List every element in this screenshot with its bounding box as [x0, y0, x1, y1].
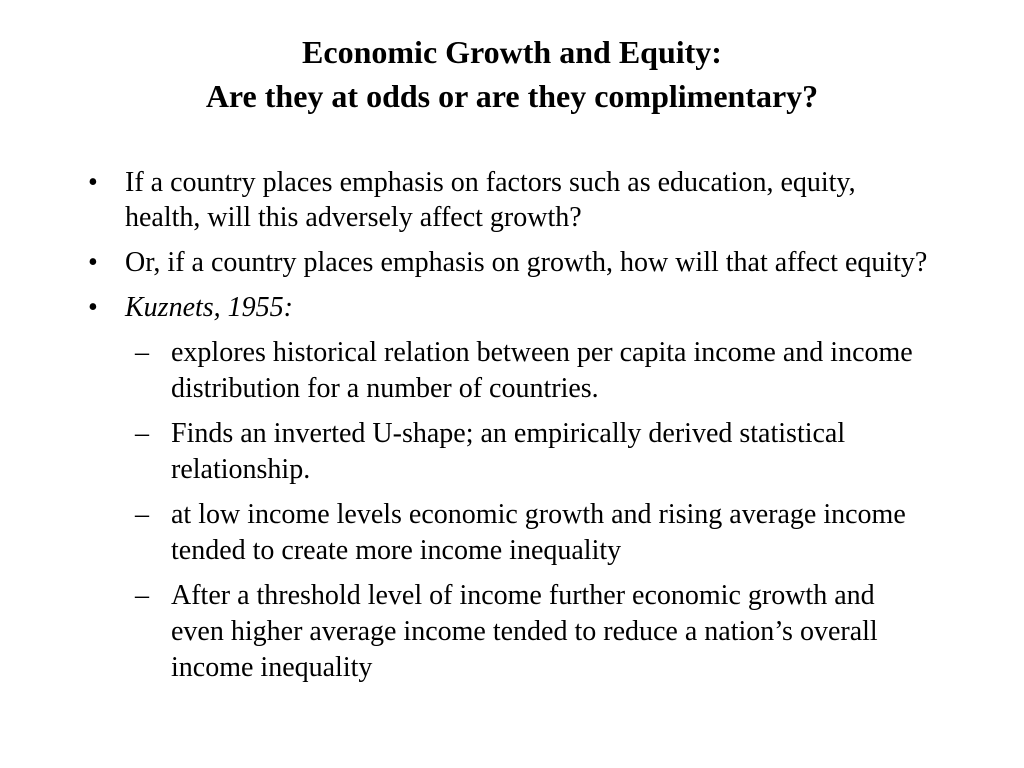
- bullet-item: [0, 245, 1024, 280]
- bullet-item: [0, 290, 1024, 686]
- bullet-text: Or, if a country places emphasis on growth, how will that affect equity?: [125, 247, 928, 278]
- sub-bullet-item: [0, 335, 1024, 407]
- title-line-2: Are they at odds or are they complimentary?: [205, 78, 819, 114]
- bullet-marker: •: [88, 247, 98, 278]
- dash-marker: –: [135, 418, 149, 449]
- sub-bullet-text: Finds an inverted U-shape; an empirically derived statistical relationship.: [171, 418, 846, 485]
- sub-bullet-text: at low income levels economic growth and rising average income tended to create more income inequality: [171, 499, 906, 566]
- sub-bullet-item: [0, 578, 1024, 686]
- dash-marker: –: [135, 499, 149, 530]
- bullet-marker: •: [88, 292, 98, 323]
- sub-bullet-text: explores historical relation between per capita income and income distribution for a number of countries.: [171, 337, 913, 404]
- sub-bullet-list: [0, 335, 1024, 686]
- title-line-1: Economic Growth and Equity:: [302, 34, 722, 70]
- slide-title: [0, 30, 1024, 118]
- bullet-marker: •: [88, 167, 98, 198]
- bullet-item: [0, 165, 1024, 235]
- bullet-text: Kuznets, 1955:: [125, 292, 293, 323]
- sub-bullet-item: [0, 416, 1024, 488]
- sub-bullet-item: [0, 497, 1024, 569]
- bullet-list: [0, 165, 1024, 696]
- dash-marker: –: [135, 580, 149, 611]
- bullet-text: If a country places emphasis on factors such as education, equity, health, will this adversely affect growth?: [125, 167, 856, 233]
- sub-bullet-text: After a threshold level of income further economic growth and even higher average income tended to reduce a nation’s overall income inequality: [171, 580, 878, 683]
- dash-marker: –: [135, 337, 149, 368]
